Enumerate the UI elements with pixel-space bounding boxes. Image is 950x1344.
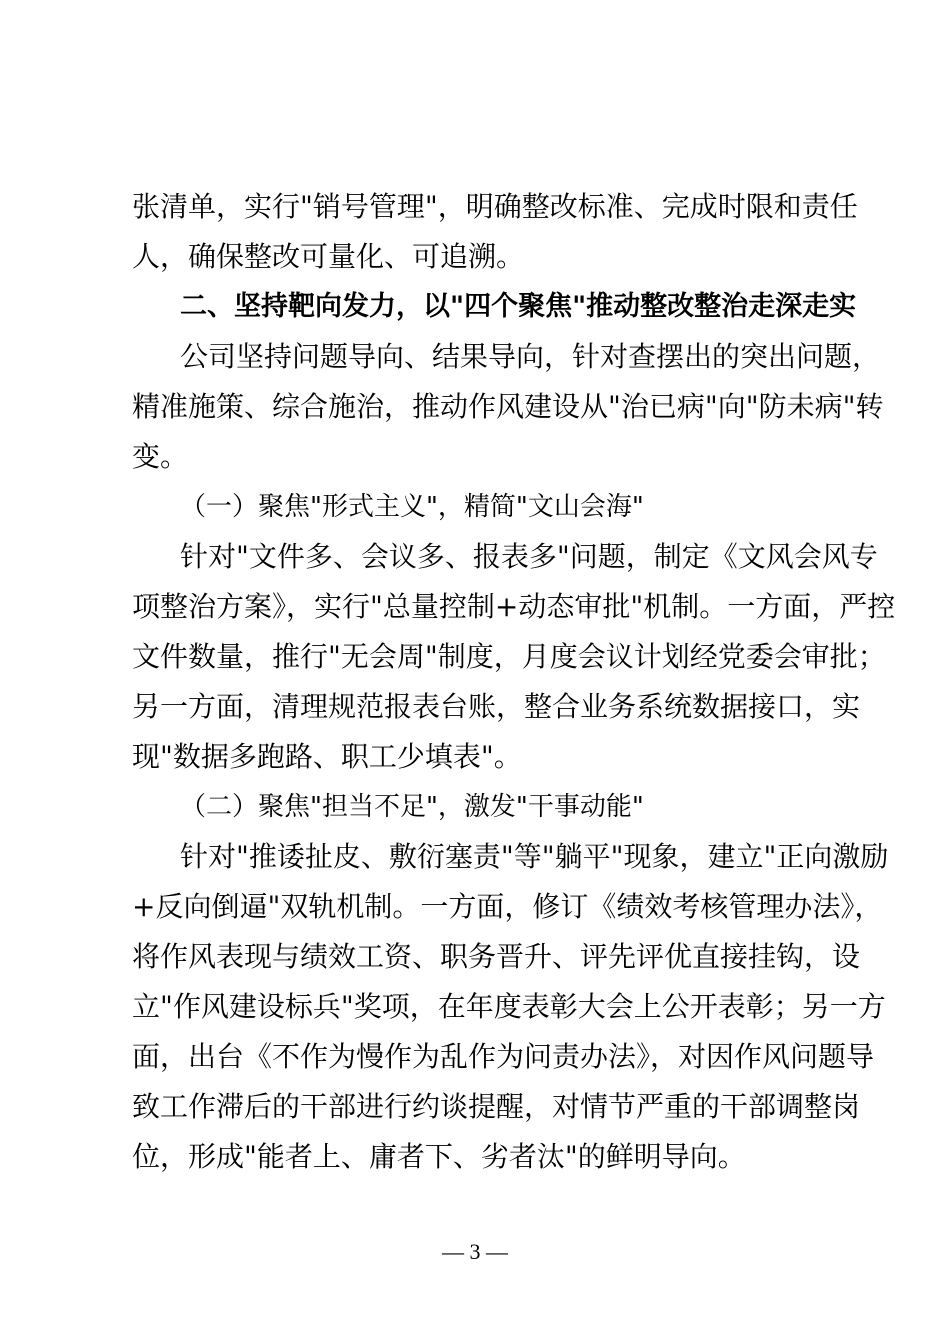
body-line: 文件数量，推行"无会周"制度，月度会议计划经党委会审批； <box>132 640 886 673</box>
body-line: 位，形成"能者上、庸者下、劣者汰"的鲜明导向。 <box>132 1140 746 1173</box>
body-line: 针对"文件多、会议多、报表多"问题，制定《文风会风专 <box>180 540 878 573</box>
body-line: 张清单，实行"销号管理"，明确整改标准、完成时限和责任 <box>132 190 858 223</box>
body-line: 项整治方案》，实行"总量控制+动态审批"机制。一方面，严控 <box>132 590 896 623</box>
body-line: +反向倒逼"双轨机制。一方面，修订《绩效考核管理办法》， <box>132 890 883 923</box>
body-line: 另一方面，清理规范报表台账，整合业务系统数据接口，实 <box>132 690 861 723</box>
body-line: 将作风表现与绩效工资、职务晋升、评先评优直接挂钩，设 <box>132 940 861 973</box>
body-line: 变。 <box>132 440 189 473</box>
body-line: 现"数据多跑路、职工少填表"。 <box>132 740 522 773</box>
subsection-heading: （二）聚焦"担当不足"，激发"干事动能" <box>180 792 644 822</box>
body-line: 立"作风建设标兵"奖项，在年度表彰大会上公开表彰；另一方 <box>132 990 886 1023</box>
section-heading: 二、坚持靶向发力，以"四个聚焦"推动整改整治走深走实 <box>180 291 857 322</box>
body-line: 面，出台《不作为慢作为乱作为问责办法》，对因作风问题导 <box>132 1040 875 1073</box>
body-line: 公司坚持问题导向、结果导向，针对查摆出的突出问题， <box>180 340 881 373</box>
body-line: 致工作滞后的干部进行约谈提醒，对情节严重的干部调整岗 <box>132 1090 861 1123</box>
body-line: 人，确保整改可量化、可追溯。 <box>132 240 525 273</box>
page-number: — 3 — <box>442 1239 508 1264</box>
body-line: 精准施策、综合施治，推动作风建设从"治已病"向"防未病"转 <box>132 390 884 423</box>
body-line: 针对"推诿扯皮、敷衍塞责"等"躺平"现象，建立"正向激励 <box>180 840 889 873</box>
subsection-heading: （一）聚焦"形式主义"，精简"文山会海" <box>180 492 644 522</box>
